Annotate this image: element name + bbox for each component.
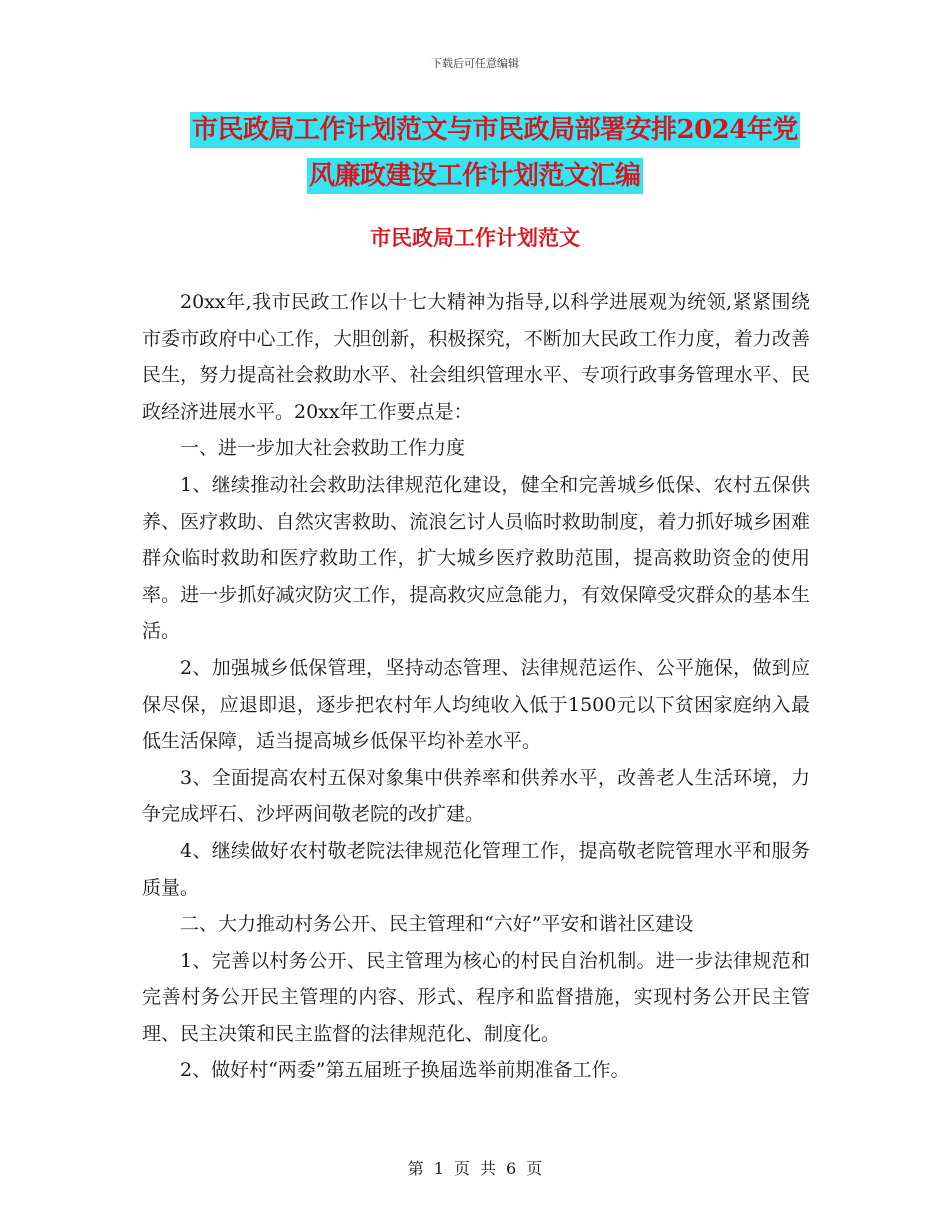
- paragraph: 2、做好村“两委”第五届班子换届选举前期准备工作。: [180, 1059, 630, 1082]
- footer-suffix: 页: [526, 1159, 543, 1178]
- footer-page-number: 1: [433, 1159, 444, 1178]
- paragraph: 1、继续推动社会救助法律规范化建设，健全和完善城乡低保、农村五保供养、医疗救助、自然灾害救助、流浪乞讨人员临时救助制度，着力抓好城乡困难群众临时救助和医疗救助工作，扩大城乡医疗救助范围，提高救助资金的使用率。进一步抓好减灾防灾工作，提高救灾应急能力，有效保障受灾群众的基本生活。: [142, 473, 810, 643]
- paragraph: 20xx年,我市民政工作以十七大精神为指导,以科学进展观为统领,紧紧围绕市委市政府中心工作，大胆创新，积极探究，不断加大民政工作力度，着力改善民生，努力提高社会救助水平、社会组织管理水平、专项行政事务管理水平、民政经济进展水平。20xx年工作要点是：: [142, 291, 810, 423]
- section-title: 市民政局工作计划范文: [370, 225, 580, 250]
- footer-prefix: 第: [407, 1159, 424, 1178]
- title-line-2: 风廉政建设工作计划范文汇编: [307, 158, 643, 194]
- paragraph: 二、大力推动村务公开、民主管理和“六好”平安和谐社区建设: [180, 913, 694, 936]
- paragraph: 2、加强城乡低保管理，坚持动态管理、法律规范运作、公平施保，做到应保尽保，应退即退，逐步把农村年人均纯收入低于1500元以下贫困家庭纳入最低生活保障，适当提高城乡低保平均补差水平。: [142, 656, 810, 753]
- footer-total-pages: 6: [506, 1159, 517, 1178]
- paragraph: 4、继续做好农村敬老院法律规范化管理工作，提高敬老院管理水平和服务质量。: [142, 839, 810, 899]
- page-footer: [0, 1156, 950, 1179]
- paragraph: 一、进一步加大社会救助工作力度: [180, 437, 466, 460]
- paragraph: 3、全面提高农村五保对象集中供养率和供养水平，改善老人生活环境，力争完成坪石、沙坪两间敬老院的改扩建。: [142, 766, 810, 826]
- document-body: [142, 284, 810, 1089]
- header-note: 下载后可任意编辑: [431, 57, 519, 70]
- footer-mid2: 共: [480, 1159, 497, 1178]
- paragraph: 1、完善以村务公开、民主管理为核心的村民自治机制。进一步法律规范和完善村务公开民主管理的内容、形式、程序和监督措施，实现村务公开民主管理、民主决策和民主监督的法律规范化、制度化。: [142, 949, 810, 1045]
- title-line-1: 市民政局工作计划范文与市民政局部署安排2024年党: [190, 112, 800, 148]
- footer-mid1: 页: [453, 1159, 470, 1178]
